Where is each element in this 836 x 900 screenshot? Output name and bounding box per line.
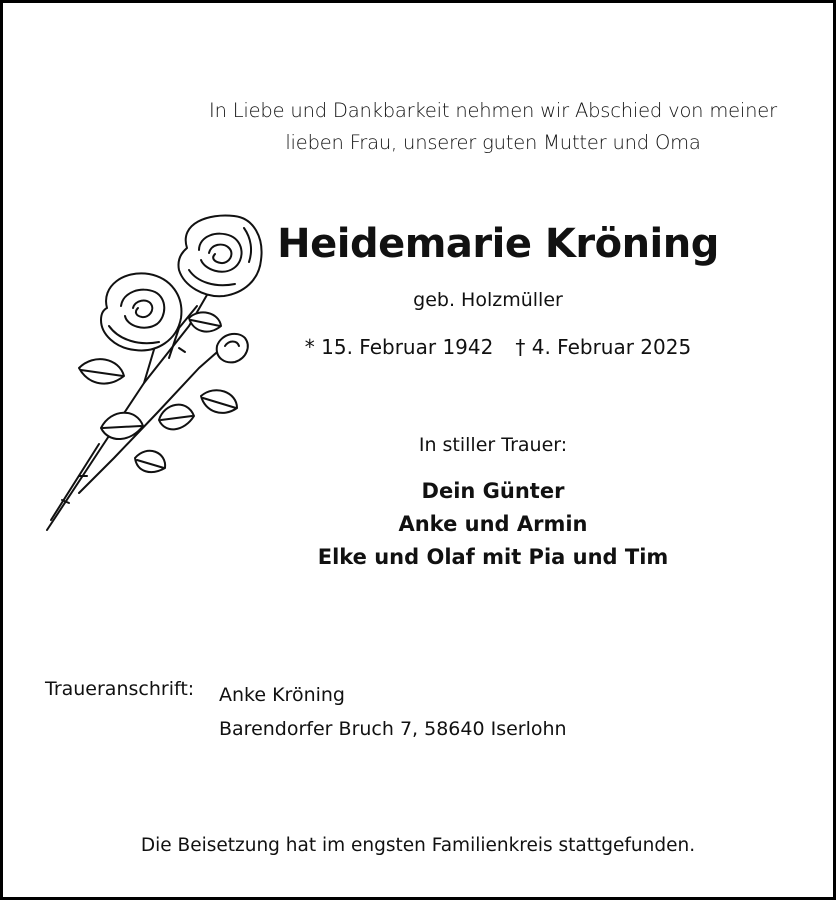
mourner-name: Anke und Armin [398,512,588,536]
mourner-name: Elke und Olaf mit Pia und Tim [317,545,669,569]
intro-line-1: In Liebe und Dankbarkeit nehmen wir Abschied von meiner [209,99,777,122]
mourning-label: In stiller Trauer: [418,434,568,456]
death-date: † 4. Februar 2025 [515,335,692,359]
mourner-name: Dein Günter [421,479,565,503]
address-street: Barendorfer Bruch 7, 58640 Iserlohn [219,718,567,740]
life-dates [293,335,703,359]
deceased-name: Heidemarie Kröning [277,221,719,267]
roses-illustration-icon [39,208,269,543]
birth-date: * 15. Februar 1942 [304,335,494,359]
closing-note: Die Beisetzung hat im engsten Familienkreis stattgefunden. [140,835,696,856]
intro-text [143,95,836,159]
maiden-name: geb. Holzmüller [413,289,563,311]
mourners-list [283,475,703,574]
address-block [219,678,567,746]
address-label: Traueranschrift: [45,678,195,700]
intro-line-2: lieben Frau, unserer guten Mutter und Oma [285,131,701,154]
address-name: Anke Kröning [219,684,345,706]
